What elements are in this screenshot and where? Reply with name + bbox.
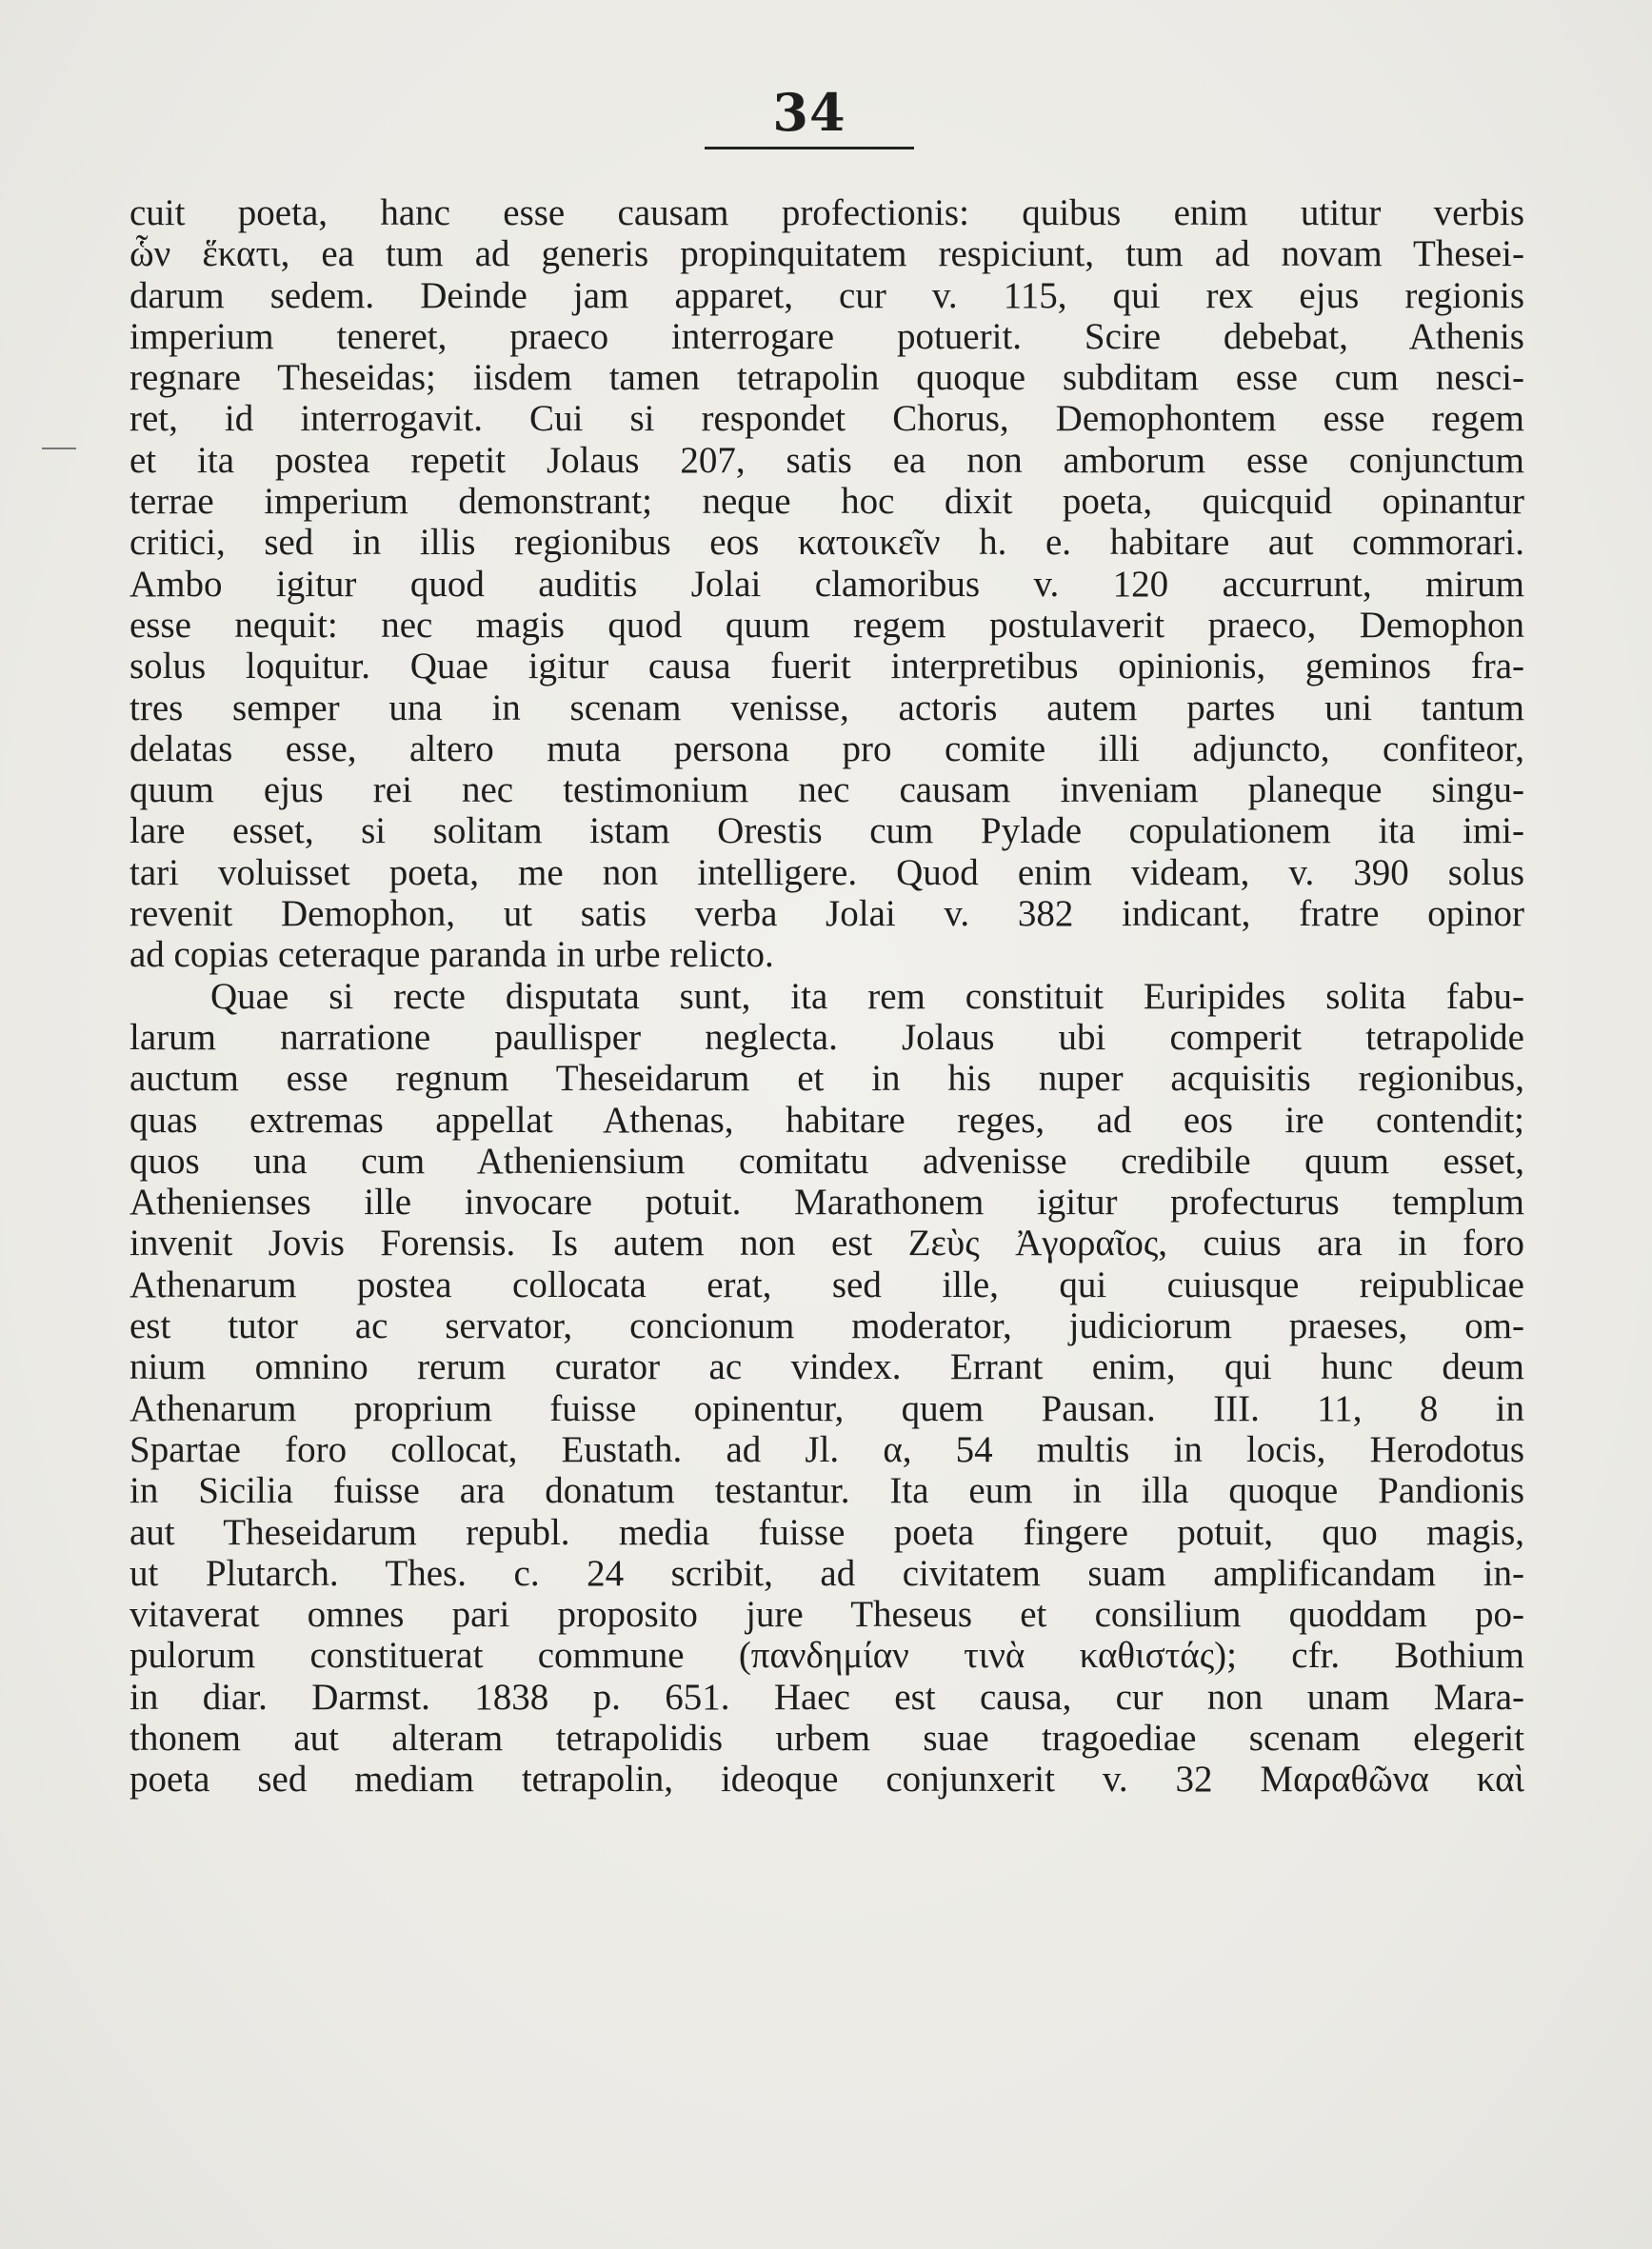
text-line: quum ejus rei nec testimonium nec causam inveniam planeque singu- xyxy=(129,769,1524,811)
text-line: in Sicilia fuisse ara donatum testantur. Ita eum in illa quoque Pandionis xyxy=(129,1470,1524,1512)
text-line: darum sedem. Deinde jam apparet, cur v. 115, qui rex ejus regionis xyxy=(129,274,1524,316)
text-line: poeta sed mediam tetrapolin, ideoque conjunxerit v. 32 Μαραθῶνα καὶ xyxy=(129,1759,1524,1801)
text-line: Ambo igitur quod auditis Jolai clamoribus v. 120 accurrunt, mirum xyxy=(129,563,1524,605)
text-line: ret, id interrogavit. Cui si respondet Chorus, Demophontem esse regem xyxy=(129,398,1524,440)
text-line: cuit poeta, hanc esse causam profectionis: quibus enim utitur verbis xyxy=(129,192,1524,233)
text-line: thonem aut alteram tetrapolidis urbem suae tragoediae scenam elegerit xyxy=(129,1717,1524,1759)
text-line: quos una cum Atheniensium comitatu advenisse credibile quum esset, xyxy=(129,1140,1524,1182)
text-line: aut Theseidarum republ. media fuisse poeta fingere potuit, quo magis, xyxy=(129,1511,1524,1553)
page-number: 34 xyxy=(772,82,846,143)
margin-mark xyxy=(42,448,76,449)
text-line: terrae imperium demonstrant; neque hoc dixit poeta, quicquid opinantur xyxy=(129,481,1524,523)
text-line: invenit Jovis Forensis. Is autem non est Ζεὺς Ἀγοραῖος, cuius ara in foro xyxy=(129,1223,1524,1264)
text-line: ut Plutarch. Thes. c. 24 scribit, ad civitatem suam amplificandam in- xyxy=(129,1552,1524,1594)
text-line: vitaverat omnes pari proposito jure Theseus et consilium quoddam po- xyxy=(129,1594,1524,1636)
text-line: solus loquitur. Quae igitur causa fuerit interpretibus opinionis, geminos fra- xyxy=(129,646,1524,687)
text-line: delatas esse, altero muta persona pro comite illi adjuncto, confiteor, xyxy=(129,727,1524,769)
text-line-paragraph-start: Quae si recte disputata sunt, ita rem constituit Euripides solita fabu- xyxy=(210,975,1524,1017)
text-line: nium omnino rerum curator ac vindex. Errant enim, qui hunc deum xyxy=(129,1346,1524,1388)
text-line: in diar. Darmst. 1838 p. 651. Haec est causa, cur non unam Mara- xyxy=(129,1676,1524,1718)
text-line: tres semper una in scenam venisse, actoris autem partes uni tantum xyxy=(129,687,1524,728)
text-line: et ita postea repetit Jolaus 207, satis ea non amborum esse conjunctum xyxy=(129,439,1524,481)
text-line: auctum esse regnum Theseidarum et in his nuper acquisitis regionibus, xyxy=(129,1058,1524,1100)
text-line: lare esset, si solitam istam Orestis cum Pylade copulationem ita imi- xyxy=(129,810,1524,852)
text-line: imperium teneret, praeco interrogare potuerit. Scire debebat, Athenis xyxy=(129,315,1524,357)
text-line: tari voluisset poeta, me non intelligere. Quod enim videam, v. 390 solus xyxy=(129,851,1524,893)
text-line: critici, sed in illis regionibus eos κατοικεῖν h. e. habitare aut commorari. xyxy=(129,522,1524,564)
text-line: larum narratione paullisper neglecta. Jolaus ubi comperit tetrapolide xyxy=(129,1016,1524,1058)
text-line-paragraph-end: ad copias ceteraque paranda in urbe relicto. xyxy=(129,934,774,976)
text-line: pulorum constituerat commune (πανδημίαν τινὰ καθιστάς); cfr. Bothium xyxy=(129,1635,1524,1677)
text-line: revenit Demophon, ut satis verba Jolai v. 382 indicant, fratre opinor xyxy=(129,893,1524,935)
text-line: Athenarum postea collocata erat, sed ille, qui cuiusque reipublicae xyxy=(129,1264,1524,1305)
text-line: Athenienses ille invocare potuit. Marathonem igitur profecturus templum xyxy=(129,1182,1524,1224)
text-line: regnare Theseidas; iisdem tamen tetrapolin quoque subditam esse cum nesci- xyxy=(129,357,1524,399)
body-text xyxy=(129,192,1524,1801)
text-line: Athenarum proprium fuisse opinentur, quem Pausan. III. 11, 8 in xyxy=(129,1387,1524,1429)
text-line: Spartae foro collocat, Eustath. ad Jl. α, 54 multis in locis, Herodotus xyxy=(129,1428,1524,1470)
text-line: esse nequit: nec magis quod quum regem postulaverit praeco, Demophon xyxy=(129,604,1524,646)
text-line: ὧν ἕκατι, ea tum ad generis propinquitatem respiciunt, tum ad novam Thesei- xyxy=(129,233,1524,275)
text-line: est tutor ac servator, concionum moderator, judiciorum praeses, om- xyxy=(129,1305,1524,1347)
text-line: quas extremas appellat Athenas, habitare reges, ad eos ire contendit; xyxy=(129,1099,1524,1141)
header-rule xyxy=(705,147,914,149)
